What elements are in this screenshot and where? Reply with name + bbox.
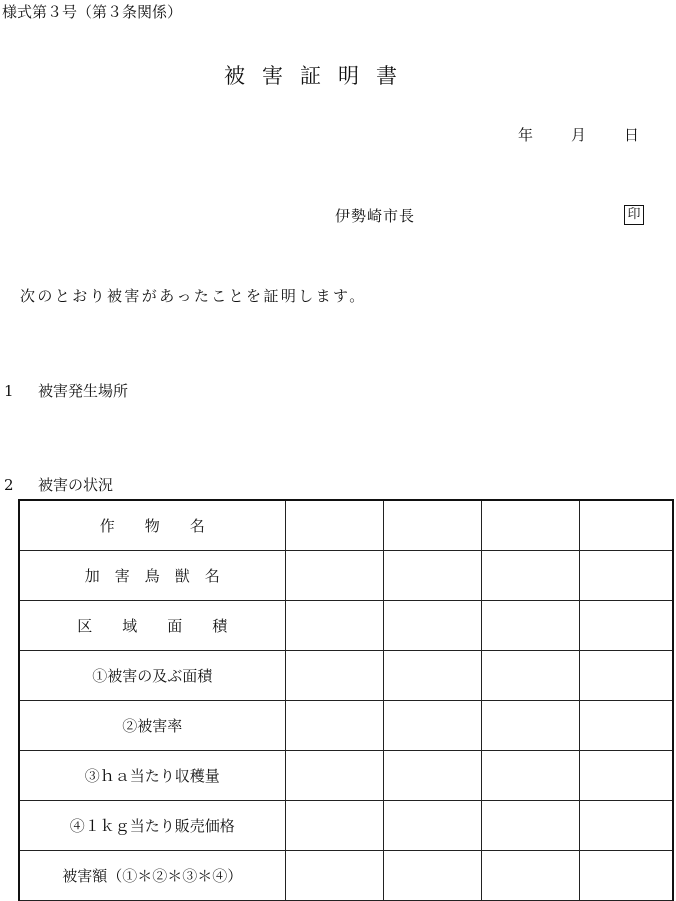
table-row [19,801,673,851]
value-cell[interactable] [481,651,579,701]
damage-table-body [19,500,673,901]
value-cell[interactable] [579,801,673,851]
section-label: 被害発生場所 [38,382,129,400]
row-label: 加 害 鳥 獣 名 [19,551,285,601]
row-label: 作 物 名 [19,500,285,551]
value-cell[interactable] [579,851,673,901]
date-line [518,124,639,145]
section-damage-status [4,474,113,495]
value-cell[interactable] [579,551,673,601]
value-cell[interactable] [383,801,481,851]
value-cell[interactable] [579,651,673,701]
table-row [19,651,673,701]
value-cell[interactable] [285,500,383,551]
value-cell[interactable] [481,551,579,601]
value-cell[interactable] [285,701,383,751]
form-number: 様式第３号（第３条関係） [2,3,183,21]
value-cell[interactable] [481,751,579,801]
row-label: ④１ｋｇ当たり販売価格 [19,801,285,851]
value-cell[interactable] [383,751,481,801]
value-cell[interactable] [481,500,579,551]
seal-mark: 印 [624,205,644,225]
certification-statement: 次のとおり被害があったことを証明します。 [20,287,367,305]
value-cell[interactable] [481,801,579,851]
value-cell[interactable] [579,701,673,751]
table-row [19,500,673,551]
value-cell[interactable] [285,551,383,601]
value-cell[interactable] [383,701,481,751]
table-row [19,851,673,901]
document-title: 被害証明書 [224,64,414,88]
table-row [19,601,673,651]
row-label: ③ｈａ当たり収穫量 [19,751,285,801]
row-label: 区 域 面 積 [19,601,285,651]
table-row [19,751,673,801]
row-label: ②被害率 [19,701,285,751]
date-year-label: 年 [518,126,534,144]
damage-status-table [18,499,674,901]
value-cell[interactable] [383,551,481,601]
value-cell[interactable] [579,601,673,651]
value-cell[interactable] [481,601,579,651]
section-number: 1 [4,382,14,400]
section-label: 被害の状況 [38,476,114,494]
row-label: ①被害の及ぶ面積 [19,651,285,701]
value-cell[interactable] [285,601,383,651]
value-cell[interactable] [383,651,481,701]
value-cell[interactable] [579,500,673,551]
issuer-name: 伊勢崎市長 [335,207,416,225]
date-day-label: 日 [624,126,640,144]
row-label: 被害額（①＊②＊③＊④） [19,851,285,901]
value-cell[interactable] [579,751,673,801]
value-cell[interactable] [481,851,579,901]
value-cell[interactable] [481,701,579,751]
value-cell[interactable] [285,751,383,801]
value-cell[interactable] [285,851,383,901]
table-row [19,551,673,601]
value-cell[interactable] [383,851,481,901]
section-number: 2 [4,476,14,494]
value-cell[interactable] [383,601,481,651]
section-damage-location [4,380,128,401]
value-cell[interactable] [285,801,383,851]
value-cell[interactable] [285,651,383,701]
value-cell[interactable] [383,500,481,551]
table-row [19,701,673,751]
date-month-label: 月 [571,126,587,144]
